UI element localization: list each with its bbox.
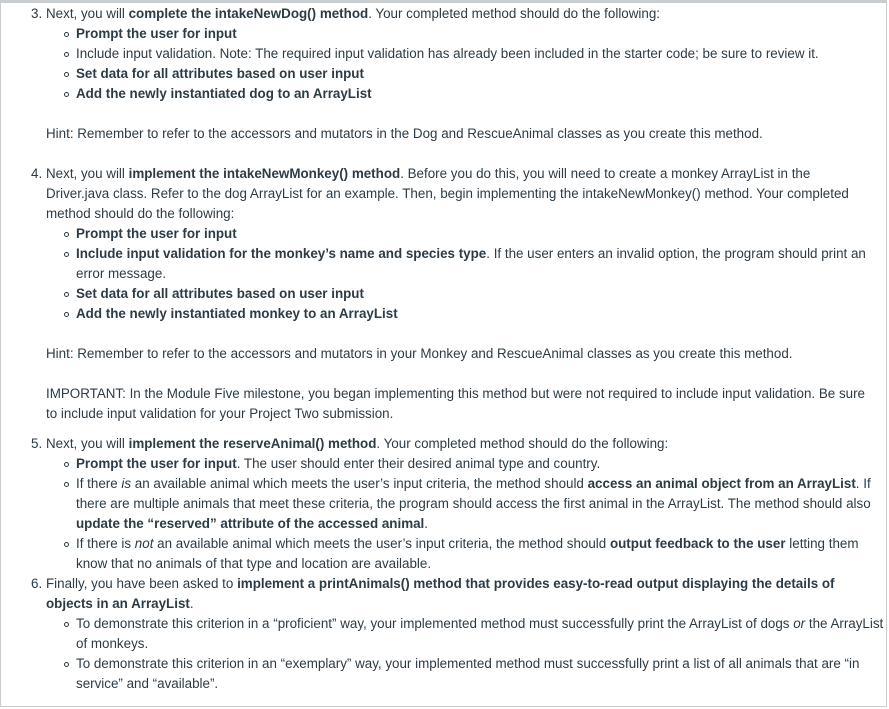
- list-item: Add the newly instantiated dog to an ArrayList: [46, 84, 889, 104]
- document-content: [0, 4, 889, 694]
- step-text: Next, you will complete the intakeNewDog() method. Your completed method should do the following:: [46, 6, 661, 21]
- step-4: [0, 164, 889, 224]
- list-item: Set data for all attributes based on user input: [46, 284, 889, 304]
- step-3: [0, 4, 889, 24]
- list-item: Include input validation. Note: The required input validation has already been included in the starter code; be sure to review it.: [46, 44, 889, 64]
- step-number: 3.: [31, 6, 43, 21]
- step-5: [0, 434, 889, 454]
- step-6: [0, 574, 889, 614]
- list-item: To demonstrate this criterion in a “proficient” way, your implemented method must successfully print the ArrayList of dogs or the ArrayList of monkeys.: [46, 614, 889, 654]
- step-4-important-note: IMPORTANT: In the Module Five milestone, you began implementing this method but were not required to include input validation. Be sure to include input validation for your Project Two submission.: [46, 386, 865, 421]
- list-item: If there is an available animal which meets the user’s input criteria, the method should access an animal object from an ArrayList. If there are multiple animals that meet these criteria, the program should access the first animal in the ArrayList. The method should also update the “reserved” attribute of the accessed animal.: [46, 474, 889, 534]
- list-item: Include input validation for the monkey’s name and species type. If the user enters an invalid option, the program should print an error message.: [46, 244, 889, 284]
- list-item: Prompt the user for input. The user should enter their desired animal type and country.: [46, 454, 889, 474]
- list-item: Prompt the user for input: [46, 24, 889, 44]
- list-item: If there is not an available animal which meets the user’s input criteria, the method should output feedback to the user letting them know that no animals of that type and location are available.: [46, 534, 889, 574]
- step-number: 4.: [31, 166, 43, 181]
- list-item: To demonstrate this criterion in an “exemplary” way, your implemented method must successfully print a list of all animals that are “in service” and “available”.: [46, 654, 889, 694]
- step-4-hint: Hint: Remember to refer to the accessors and mutators in your Monkey and RescueAnimal classes as you create this method.: [46, 346, 793, 361]
- step-3-bullets: [0, 24, 889, 104]
- step-text: Next, you will implement the intakeNewMonkey() method. Before you do this, you will need to create a monkey ArrayList in the Driver.java class. Refer to the dog ArrayList for an example. Then, begin implementing the intakeNewMonkey() method. Your completed method should do the following:: [46, 166, 849, 221]
- step-text: Next, you will implement the reserveAnimal() method. Your completed method should do the following:: [46, 436, 669, 451]
- list-item: Set data for all attributes based on user input: [46, 64, 889, 84]
- list-item: Add the newly instantiated monkey to an ArrayList: [46, 304, 889, 324]
- list-item: Prompt the user for input: [46, 224, 889, 244]
- step-number: 5.: [31, 436, 43, 451]
- step-5-bullets: [0, 454, 889, 574]
- step-number: 6.: [31, 576, 43, 591]
- step-4-bullets: [0, 224, 889, 324]
- step-text: Finally, you have been asked to implement a printAnimals() method that provides easy-to-read output displaying the details of objects in an ArrayList.: [46, 576, 835, 611]
- step-3-hint: Hint: Remember to refer to the accessors and mutators in the Dog and RescueAnimal classes as you create this method.: [46, 126, 763, 141]
- step-6-bullets: [0, 614, 889, 694]
